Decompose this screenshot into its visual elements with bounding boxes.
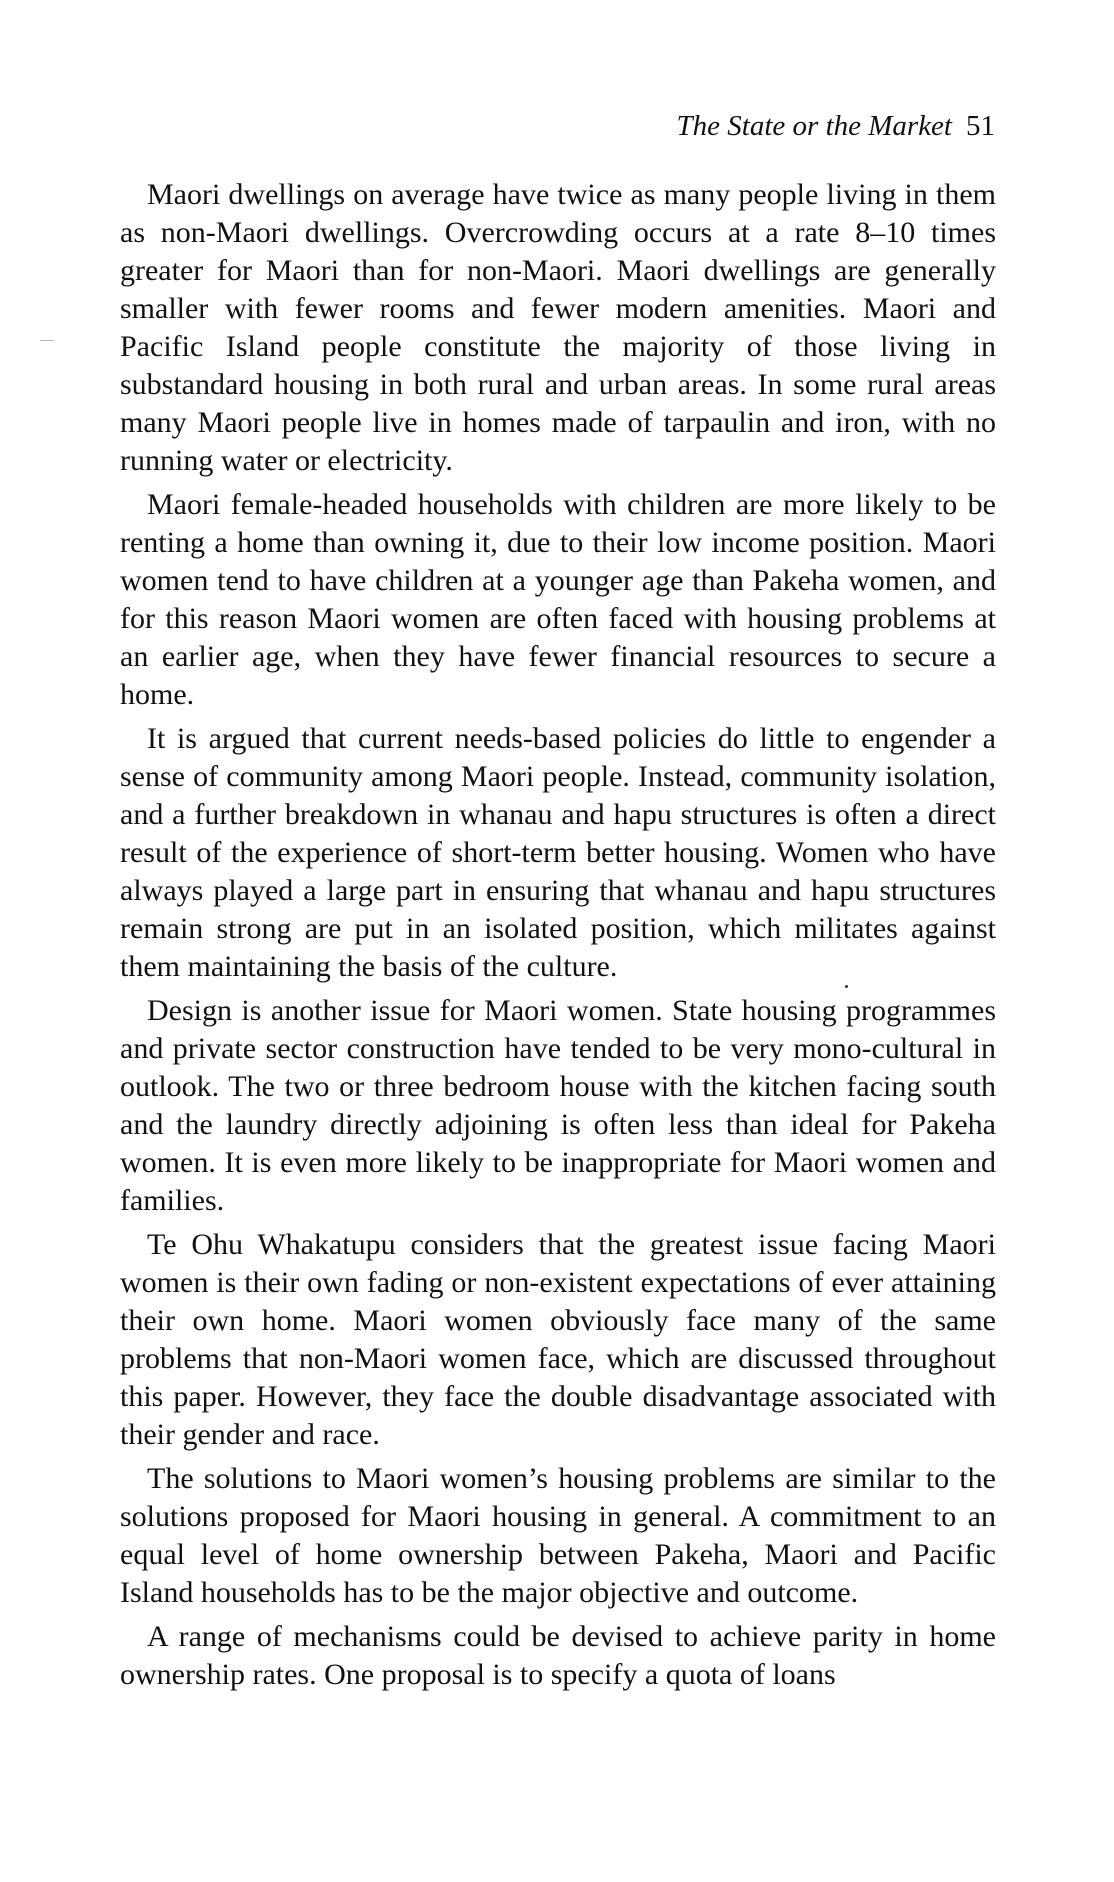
paragraph: Design is another issue for Maori women. State housing programmes and private sector construction have tended to be very mono-cultural in outlook. The two or three bedroom house with the kitchen facing south and the laundry directly adjoining is often less than ideal for Pakeha women. It is even more likely to be inappropriate for Maori women and families. <box>120 994 996 1217</box>
body-text <box>120 176 996 1700</box>
paragraph: It is argued that current needs-based policies do little to engender a sense of community among Maori people. Instead, community isolation, and a further breakdown in whanau and hapu structures is often a direct result of the experience of short-term better housing. Women who have always played a large part in ensuring that whanau and hapu structures remain strong are put in an isolated position, which militates against them maintaining the basis of the culture. <box>120 722 996 983</box>
page-number: 51 <box>966 110 995 142</box>
paragraph: Te Ohu Whakatupu considers that the greatest issue facing Maori women is their own fading or non-existent expectations of ever attaining their own home. Maori women obviously face many of the same problems that non-Maori women face, which are discussed throughout this paper. However, they face the double disadvantage associated with their gender and race. <box>120 1228 996 1451</box>
running-title: The State or the Market <box>676 110 952 142</box>
gutter-mark <box>40 340 54 341</box>
paragraph: Maori dwellings on average have twice as many people living in them as non-Maori dwellings. Overcrowding occurs at a rate 8–10 times greater for Maori than for non-Maori. Maori dwellings are generally smaller with fewer rooms and fewer modern amenities. Maori and Pacific Island people constitute the majority of those living in substandard housing in both rural and urban areas. In some rural areas many Maori people live in homes made of tarpaulin and iron, with no running water or electricity. <box>120 178 996 477</box>
paragraph: Maori female-headed households with children are more likely to be renting a home than owning it, due to their low income position. Maori women tend to have children at a younger age than Pakeha women, and for this reason Maori women are often faced with housing problems at an earlier age, when they have fewer financial resources to secure a home. <box>120 488 996 711</box>
paragraph: The solutions to Maori women’s housing problems are similar to the solutions proposed for Maori housing in general. A commitment to an equal level of home ownership between Pakeha, Maori and Pacific Island households has to be the major objective and outcome. <box>120 1462 996 1609</box>
stray-mark <box>845 985 848 988</box>
paragraph: A range of mechanisms could be devised to achieve parity in home ownership rates. One proposal is to specify a quota of loans <box>120 1620 996 1691</box>
running-head <box>620 108 995 144</box>
